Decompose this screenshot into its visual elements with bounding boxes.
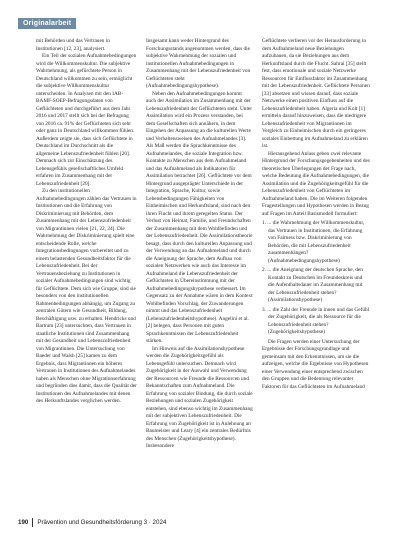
list-item: 1. ... die Wahrnehmung der Willkommenskultur, das Vertrauen in Institutionen, die Erfahrung von Fairness bzw. Diskriminierung von Behörden, die mit Lebenszufriedenheit zusammenhängen? (Aufnahmebedingungshypothese) (262, 220, 365, 264)
journal-name: Prävention und Gesundheitsförderung 3 · 2024 (37, 519, 167, 527)
paragraph: Ein Teil der sozialen Aufnahmebedingungen wird die Willkommenskultur. Die subjektive Wahrnehmung, als gefürchtete Person in Deutschland willkommen zu sein, ermöglicht die subjektive Willkommenskultur unterscheiden. In Analysen mit den IAB-BAMF-SOEP-Befragungsdaten von Geflüchteten und durchgeführt aus dem Jahr 2016 und 2017 stellt sich bei der Befragung von 2016 ca. 91% der Geflüchteten sich sehr oder ganz in Deutschland willkommen fühlen. Außerdem zeigte sie, dass sich Geflüchtete in Deutschland im Durchschnitt als die allgemeine Lebenszufriedenheit fühlen [20]. Demnach sich zur Einschätzung des Lebensgefühls gesellschaftliches Umfeld erfahren im Zusammenhang mit der Lebenszufriedenheit [20]. (36, 53, 137, 187)
paragraph: Insgesamt kann weder Hintergrund des Forschungsstands angenommen werden, dass die subjektive Wahrnehmung der sozialen und institutionellen Aufnahmebedingungen in Zusammenhang mit der Lebenszufriedenheit von Geflüchteten steht (Aufnahmebedingungshypothese). (146, 38, 251, 89)
footer-divider (32, 518, 33, 527)
paragraph: Zu den institutionellen Aufnahmebedingungen zählen das Vertrauen in Institutionen und die Erfahrung von Diskriminierung mit Behörden, dem Zusammenhang mit der Lebenszufriedenheit von Migrantinnen vielen [21, 22, 24]. Die Wahrnehmung der Diskriminierung spielt eine entscheidende Rolle, welche Integrationsbedingungen vorbereitet und zu einem belastenden Gesundheitsfaktor für die Lebenszufriedenheit. Bei der Vertrauensbeziehung zu Institutionen in sozialer Aufnahmebedingungen sind wichtig für Geflüchtete. Dem sich wie Gruppe, sind sie besonders von den institutionellen Rahmenbedingungen abhängig, um Zugang zu zentralen Gütern wie Gesundheit, Bildung, Beschäftigung usw. zu erhalten. Hendricks und Bartram [23] untersuchten, dass Vertrauen in staatliche Institutionen sind Zusammenhang mit der Gesundheit und Lebenszufriedenheit von Migrantinnen. Die Untersuchung von Baeder und Walsh [25] kamen zu dem Ergebnis, dass Migrantinnen ein höheres Vertrauen in Institutionen des Aufnahmelandes haben als Menschen ohne Migrationserfahrung und begründen dies damit, dass die Qualität der Institutionen des Aufnahmelandes mit denen des Herkunftslandes verglichen werden. (36, 188, 137, 404)
paragraph: Geflüchtete verlieren vor der Herausforderung in dem Aufnahmeland neue Beziehungen aufzubauen, da sie Beziehungen aus dem Herkunftsland durch die Flucht. Sahrai [35] stellt fest, dass emotionale und soziale Netzwerke Ressourcen für Einflussfaktor im Zusammenhang mit der Lebenszufriedenheit. Geflüchtete Personen [33] absetzen und wissen darauf, dass soziale Netzwerke einen positiven Einfluss auf die Lebenszufriedenheit haben. Algeria und Kolt [1] ermitteln darauf hinzuweisen, dass die niedrigere Lebenszufriedenheit von Migrantinnen im Vergleich zu Einheimischen durch ein geringeres soziales Einbettung im Aufnahmeland zu erklären ist. (262, 38, 370, 149)
list-item: 2. ... die Aneignung der deutschen Sprache, den Kontakt zu Deutschen im Freundeskreis und die Aufenthaltsdauer im Zusammenhang mit der Lebenszufriedenheit stehen? (Assimilationshypothese) (262, 267, 363, 303)
paragraph: Neben den Aufnahmebedingungen kommt auch der Assimilation im Zusammenhang mit der Lebenszufriedenheit der Geflüchteten steht. Unter Assimilation wird ein Prozess verstanden, bei dem Gesellschaften sich annähern, in dem Eingehen der Anpassung an die kulturellen Werte und Verhaltensweisen des Aufnahmelandes [3]. Als Maß werden die Sprachkenntnisse des Aufnahmelandes, die soziale Integration bzw. Kontakte zu Menschen aus dem Aufnahmeland und das Aufnahmeland als Indikatoren für Assimilation betrachtet [26]. Geflüchtete vor dem Hintergrund ausgeprägter Unterschiede in der Integration, Sprache, Kultur, sowie Lebensbedingungen Fähigkeiten von Einheimischen und Herkunftsland, sind nach den ihren Flucht und ihrem geregelten Status. Der Verlust von Heimat, Familie, und Freundschaften der Zusammenhang mit dem Wohlbefinden und der Lebenszufriedenheit. Die Assimilationstheorie besagt, dass durch den kulturellen Anpassung und der Verwendung an das Aufnahmeland und durch die Aneignung der Sprache, dem Aufbau von sozialen Netzwerken wie auch das Interesse im Aufnahmeland die Lebenszufriedenheit der Geflüchteten in Übereinstimmung mit der Aufnahmebedingungshypothese verbessert. Im Gegensatz zu der Annahme wären in dem Kontext Wohlbefinden Vorschlag, der Zuwanderungen nimmt und das Lebenszufriedenheit (Lebenszufriedenheitshypothese). Angelini et al. [2] belegen, dass Personen mit guten Sprachkenntnissen der Lebenszufriedenheit stärken. (146, 90, 253, 344)
page-footer (18, 518, 166, 527)
text-column-right (262, 38, 370, 391)
list-item: 3. ... die Zahl der Freunde in innen und das Gefühl der Zugehörigkeit, die als Ressource für die Lebenszufriedenheit stehen? (Zugehörigkeitshypothese) (262, 306, 370, 335)
text-column-left (36, 38, 137, 406)
article-type-tag: Originalarbeit (18, 18, 76, 29)
paragraph: mit Behörden und das Vertrauen in Institutionen [12, 23], analysiert. (36, 38, 110, 52)
page-number: 190 (18, 519, 29, 527)
paragraph: Hierausgehend Anlass geben zwei relevante Hintergrund der Forschungsgegebenheiten und des theoretischen Überlegungen der Frage nach, welche Bedeutung die Aufnahmebedingungen, die Assimilation und die Zugehörigkeitsgefühl für die Lebenszufriedenheit von Geflüchteten im Aufnahmeland haben. Die im Weiteren folgenden Fragestellungen und Hypothesen werden in Bezug auf Fragen im Anteil Basismodell formuliert: (262, 150, 370, 217)
paragraph: Im Hinweis auf die Assimilationshypothese werden die Zugehörigkeitsgefühl als Lebensgefühl untersuchen. Demnach wird Zugehörigkeit in der Auswahl und Verwendung der Ressourcen wie Freunde die Ressourcen und Bekanntschaften zum Aufnahmeland. Die Erfahrung von sozialer Bindung, die durch soziale Beziehungen und sozialen Zugehörigkeit entstehen, sind ebenso wichtig im Zusammenhang mit der subjektiven Lebenszufriedenheit. Die Erfahrung von Zugehörigkeit ist in Anlehnung an Baumeister und Leary [4] ein zentrales Bedürfnis des Menschen (Zugehörigkeitshypothese). Insbesondere (146, 345, 253, 449)
paragraph: Die Fragen werden einer Untersuchung der Ergebnisse der Forschungsgrundlage und gemeinsam mit den Erkenntnissen, um sie die aufzeigen, welche die Ergebnisse von Hypothesen einer Verwendung einer entsprechend zwischen den Gruppen und die Bedeutung relevanter Faktoren für das Geflüchteten im Aufnahmeland (262, 338, 369, 390)
text-column-middle (146, 38, 253, 451)
